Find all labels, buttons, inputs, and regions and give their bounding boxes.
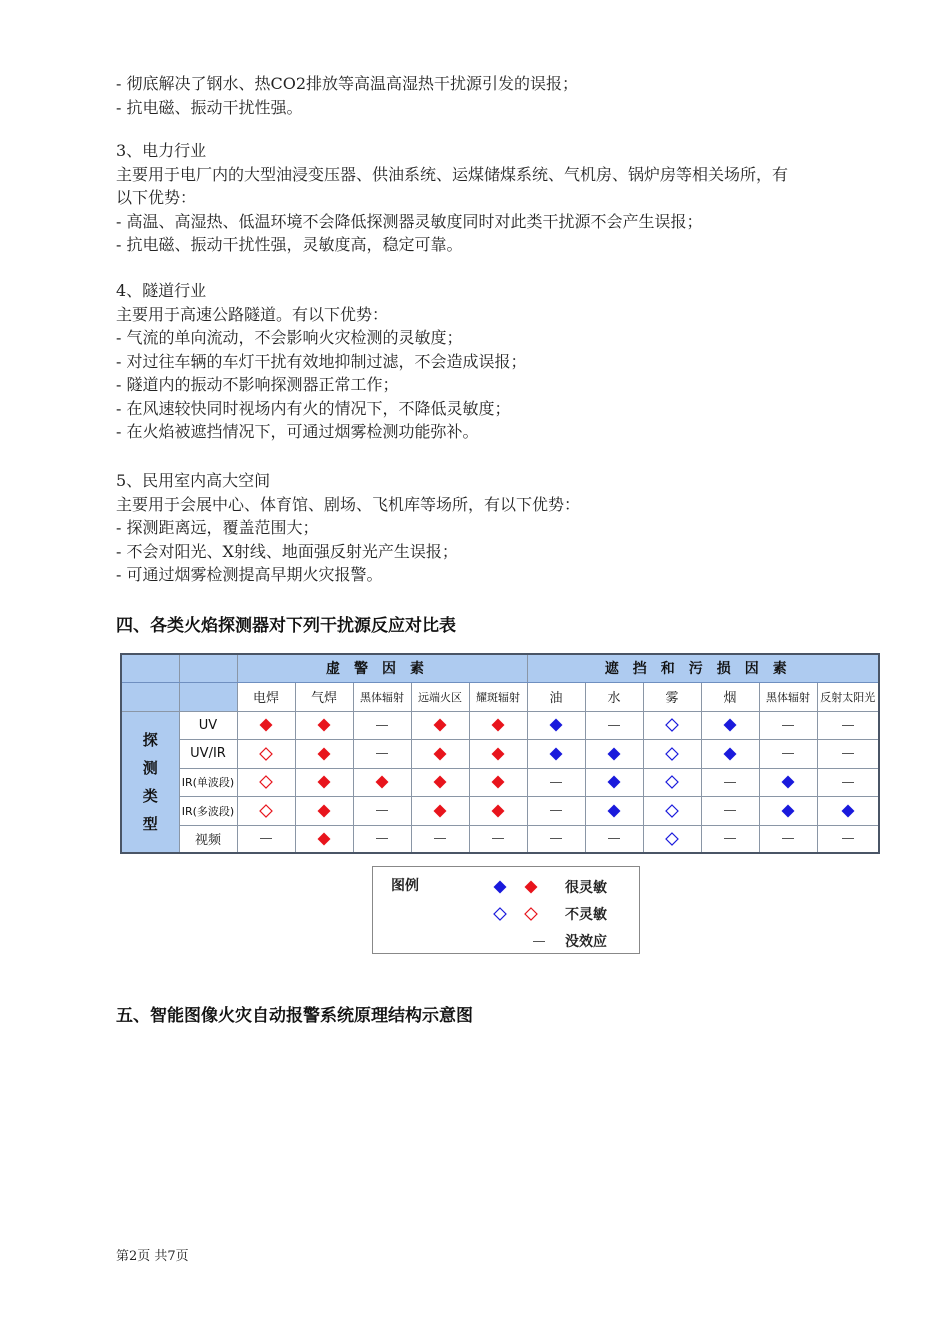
table-cell — [527, 825, 585, 853]
red-filled-diamond-icon — [317, 747, 331, 761]
dash-icon — [724, 838, 736, 839]
legend-box — [372, 866, 640, 954]
row-label: UV/IR — [179, 739, 237, 768]
blue-outline-diamond-icon — [665, 775, 679, 789]
blue-outline-diamond-icon — [665, 718, 679, 732]
text-line: - 高温、高湿热、低温环境不会降低探测器灵敏度同时对此类干扰源不会产生误报； — [116, 211, 703, 231]
dash-icon — [842, 838, 854, 839]
blue-outline-diamond-icon — [665, 747, 679, 761]
legend-label: 很灵敏 — [565, 880, 607, 896]
dash-icon — [492, 838, 504, 839]
blue-filled-diamond-icon — [607, 747, 621, 761]
blue-filled-diamond-icon — [549, 718, 563, 732]
text-line: - 抗电磁、振动干扰性强，灵敏度高，稳定可靠。 — [116, 235, 463, 254]
text-line: - 可通过烟雾检测提高早期火灾报警。 — [116, 565, 383, 584]
blue-filled-diamond-icon — [781, 775, 795, 789]
red-filled-diamond-icon — [433, 718, 447, 732]
dash-icon — [550, 838, 562, 839]
table-cell — [295, 796, 353, 825]
red-filled-diamond-icon — [433, 747, 447, 761]
column-header: 黑体辐射 — [759, 682, 817, 711]
text-line: 5、民用室内高大空间 — [116, 471, 271, 490]
text-line: 主要用于高速公路隧道。有以下优势： — [116, 304, 389, 324]
table-cell — [643, 739, 701, 768]
red-filled-diamond-icon — [491, 804, 505, 818]
text-line: - 抗电磁、振动干扰性强。 — [116, 97, 303, 117]
table-cell — [237, 711, 295, 739]
red-outline-diamond-icon — [524, 907, 538, 921]
blue-filled-diamond-icon — [607, 804, 621, 818]
table-cell — [527, 711, 585, 739]
text-line: - 对过往车辆的车灯干扰有效地抑制过滤，不会造成误报； — [116, 351, 527, 371]
red-filled-diamond-icon — [317, 832, 331, 846]
table-cell — [643, 825, 701, 853]
dash-icon — [842, 782, 854, 783]
legend-dash — [493, 933, 553, 949]
legend-row-very-sensitive — [493, 875, 633, 897]
detection-type-side-label — [121, 711, 179, 853]
table-cell — [237, 825, 295, 853]
paragraph-civil-large-space — [116, 469, 896, 587]
row-label: IR(多波段) — [179, 796, 237, 825]
red-filled-diamond-icon — [317, 804, 331, 818]
blue-filled-diamond-icon — [723, 718, 737, 732]
blue-filled-diamond-icon — [493, 880, 507, 894]
table-cell — [469, 796, 527, 825]
red-filled-diamond-icon — [317, 718, 331, 732]
blue-filled-diamond-icon — [607, 775, 621, 789]
table-cell — [237, 768, 295, 796]
table-cell — [295, 768, 353, 796]
blue-filled-diamond-icon — [841, 804, 855, 818]
column-header: 远端火区 — [411, 682, 469, 711]
text-line: - 气流的单向流动，不会影响火灾检测的灵敏度； — [116, 328, 463, 347]
table-cell — [643, 796, 701, 825]
legend-filled-diamonds — [493, 879, 553, 895]
table-row — [121, 768, 879, 796]
red-filled-diamond-icon — [433, 775, 447, 789]
column-header: 反射太阳光 — [817, 682, 879, 711]
table-cell — [237, 739, 295, 768]
table-cell — [643, 768, 701, 796]
dash-icon — [550, 782, 562, 783]
red-outline-diamond-icon — [259, 747, 273, 761]
table-row — [121, 739, 879, 768]
table-cell — [295, 825, 353, 853]
table-cell — [295, 711, 353, 739]
text-line: - 在风速较快同时视场内有火的情况下，不降低灵敏度； — [116, 398, 511, 418]
corner-cell — [179, 682, 237, 711]
table-cell — [527, 768, 585, 796]
red-filled-diamond-icon — [491, 775, 505, 789]
column-header: 雾 — [643, 682, 701, 711]
dash-icon — [608, 838, 620, 839]
blue-filled-diamond-icon — [781, 804, 795, 818]
text-line: 主要用于会展中心、体育馆、剧场、飞机库等场所，有以下优势： — [116, 494, 581, 514]
table-cell — [527, 739, 585, 768]
table-cell — [295, 739, 353, 768]
table-cell — [817, 768, 879, 796]
blue-filled-diamond-icon — [549, 747, 563, 761]
column-header: 烟 — [701, 682, 759, 711]
table-cell — [701, 825, 759, 853]
table-cell — [411, 739, 469, 768]
table-cell — [411, 796, 469, 825]
side-label-char: 型 — [142, 814, 158, 833]
dash-icon — [782, 725, 794, 726]
column-header: 电焊 — [237, 682, 295, 711]
text-line: - 彻底解决了钢水、热CO2排放等高温高湿热干扰源引发的误报； — [116, 74, 579, 93]
table-row — [121, 825, 879, 853]
table-cell — [585, 739, 643, 768]
section-4-title: 四、各类火焰探测器对下列干扰源反应对比表 — [116, 616, 456, 636]
dash-icon — [782, 838, 794, 839]
dash-icon — [608, 725, 620, 726]
legend-label: 不灵敏 — [565, 907, 607, 923]
table-cell — [353, 825, 411, 853]
dash-icon — [376, 753, 388, 754]
red-outline-diamond-icon — [259, 804, 273, 818]
corner-cell — [179, 654, 237, 682]
red-outline-diamond-icon — [259, 775, 273, 789]
corner-cell — [121, 654, 179, 682]
column-header: 水 — [585, 682, 643, 711]
blue-filled-diamond-icon — [723, 747, 737, 761]
table-cell — [469, 768, 527, 796]
blue-outline-diamond-icon — [665, 832, 679, 846]
table-cell — [469, 825, 527, 853]
text-line: 以下优势： — [116, 188, 197, 207]
section-5-title: 五、智能图像火灾自动报警系统原理结构示意图 — [116, 1006, 473, 1026]
table-cell — [759, 796, 817, 825]
table-cell — [701, 711, 759, 739]
red-filled-diamond-icon — [317, 775, 331, 789]
legend-row-no-effect — [493, 929, 633, 951]
table-cell — [759, 739, 817, 768]
corner-cell — [121, 682, 179, 711]
table-cell — [527, 796, 585, 825]
legend-row-not-sensitive — [493, 902, 633, 924]
legend-label: 没效应 — [565, 934, 607, 950]
paragraph-power-industry — [116, 139, 896, 257]
dash-icon — [842, 753, 854, 754]
row-label: IR(单波段) — [179, 768, 237, 796]
table-cell — [701, 739, 759, 768]
text-line: - 在火焰被遮挡情况下，可通过烟雾检测功能弥补。 — [116, 422, 479, 441]
dash-icon — [782, 753, 794, 754]
table-cell — [701, 768, 759, 796]
table-cell — [817, 796, 879, 825]
row-label: 视频 — [179, 825, 237, 853]
row-label: UV — [179, 711, 237, 739]
text-line: - 隧道内的振动不影响探测器正常工作； — [116, 375, 399, 394]
side-label-char: 类 — [142, 786, 158, 805]
side-label-char: 测 — [142, 758, 158, 777]
page-footer: 第2页 共7页 — [116, 1249, 189, 1264]
column-header: 耀斑辐射 — [469, 682, 527, 711]
paragraph-steel-advantages — [116, 72, 896, 119]
red-filled-diamond-icon — [491, 718, 505, 732]
dash-icon — [376, 838, 388, 839]
table-row — [121, 796, 879, 825]
text-line: - 探测距离远，覆盖范围大； — [116, 518, 319, 537]
table-cell — [817, 739, 879, 768]
table-row — [121, 711, 879, 739]
table-cell — [237, 796, 295, 825]
table-cell — [585, 711, 643, 739]
table-cell — [469, 739, 527, 768]
table-cell — [411, 711, 469, 739]
dash-icon — [533, 941, 545, 942]
blue-outline-diamond-icon — [493, 907, 507, 921]
table-cell — [759, 825, 817, 853]
legend-outline-diamonds — [493, 906, 553, 922]
table-cell — [353, 768, 411, 796]
dash-icon — [376, 725, 388, 726]
dash-icon — [842, 725, 854, 726]
table-cell — [585, 796, 643, 825]
table-cell — [469, 711, 527, 739]
table-cell — [585, 825, 643, 853]
text-line: 3、电力行业 — [116, 141, 207, 160]
blue-outline-diamond-icon — [665, 804, 679, 818]
red-filled-diamond-icon — [524, 880, 538, 894]
table-cell — [353, 739, 411, 768]
table-cell — [411, 768, 469, 796]
dash-icon — [434, 838, 446, 839]
table-cell — [817, 825, 879, 853]
false-alarm-factors-header: 虚警因素 — [237, 654, 527, 682]
detector-comparison-table — [120, 653, 880, 854]
table-cell — [759, 711, 817, 739]
table-cell — [585, 768, 643, 796]
table-cell — [411, 825, 469, 853]
table-cell — [353, 796, 411, 825]
paragraph-tunnel-industry — [116, 279, 896, 444]
dash-icon — [550, 810, 562, 811]
dash-icon — [260, 838, 272, 839]
text-line: - 不会对阳光、X射线、地面强反射光产生误报； — [116, 541, 458, 561]
table-cell — [643, 711, 701, 739]
dash-icon — [724, 782, 736, 783]
red-filled-diamond-icon — [259, 718, 273, 732]
table-cell — [701, 796, 759, 825]
text-line: 4、隧道行业 — [116, 281, 207, 300]
dash-icon — [724, 810, 736, 811]
column-header: 气焊 — [295, 682, 353, 711]
side-label-char: 探 — [142, 730, 158, 749]
table-cell — [759, 768, 817, 796]
blocking-factors-header: 遮挡和污损因素 — [527, 654, 879, 682]
legend-title: 图例 — [391, 878, 419, 894]
table-cell — [353, 711, 411, 739]
column-header: 黑体辐射 — [353, 682, 411, 711]
table-cell — [817, 711, 879, 739]
column-header: 油 — [527, 682, 585, 711]
red-filled-diamond-icon — [433, 804, 447, 818]
dash-icon — [376, 810, 388, 811]
text-line: 主要用于电厂内的大型油浸变压器、供油系统、运煤储煤系统、气机房、锅炉房等相关场所，有 — [116, 164, 789, 184]
red-filled-diamond-icon — [375, 775, 389, 789]
red-filled-diamond-icon — [491, 747, 505, 761]
